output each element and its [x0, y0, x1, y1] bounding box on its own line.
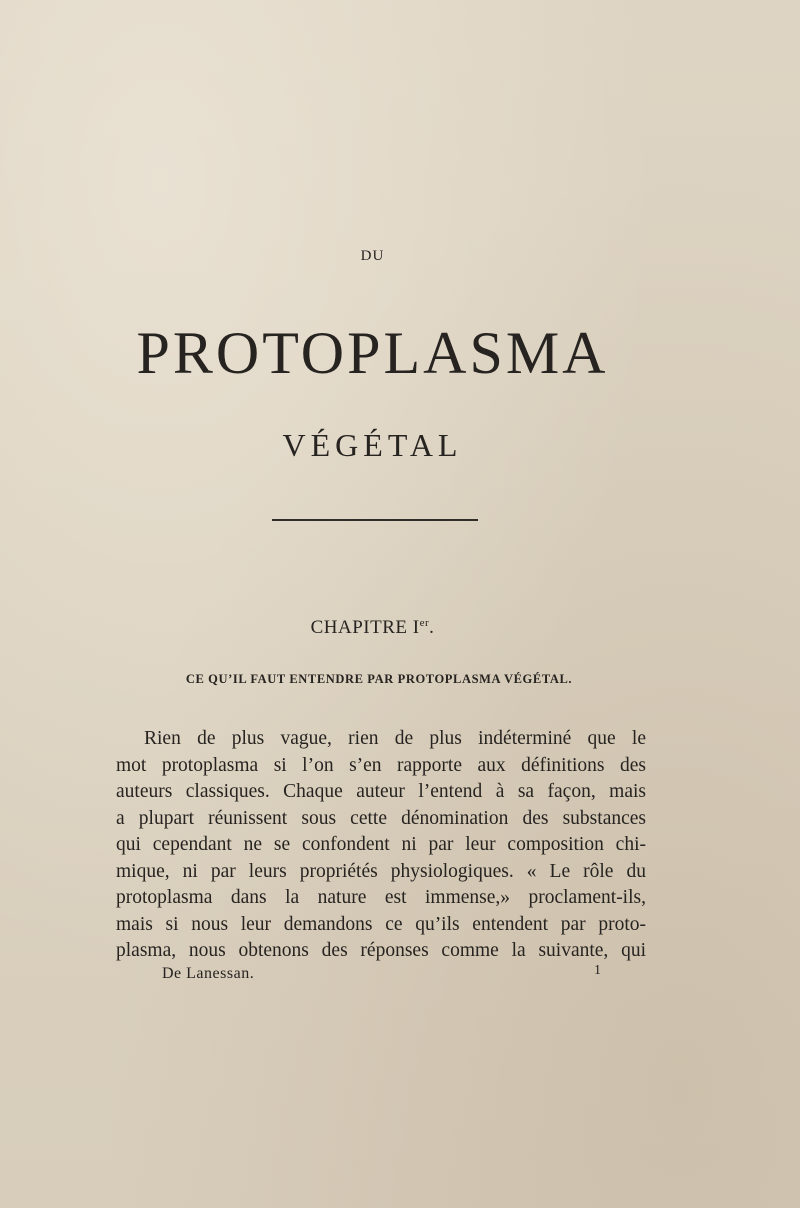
book-subtitle: VÉGÉTAL: [282, 427, 463, 463]
chapter-label: [0, 617, 745, 639]
body-line: mique, ni par leurs propriétés physiologiques. « Le rôle du: [116, 860, 646, 882]
body-line: protoplasma dans la nature est immense,» proclament-ils,: [116, 887, 646, 908]
body-line: a plupart réunissent sous cette dénomination des substances: [116, 807, 646, 829]
body-line: Rien de plus vague, rien de plus indéterminé que le: [144, 728, 646, 749]
chapter-heading: CE QU’IL FAUT ENTENDRE PAR PROTOPLASMA VÉGÉTAL.: [185, 672, 573, 686]
signature-mark: 1: [594, 963, 601, 978]
book-title: PROTOPLASMA: [136, 320, 609, 386]
body-line: qui cependant ne se confondent ni par leur composition chi-: [116, 834, 646, 855]
body-line: mais si nous leur demandons ce qu’ils entendent par proto-: [116, 913, 646, 935]
chapter-label-sup: er: [419, 617, 430, 629]
title-rule: [272, 519, 478, 521]
chapter-label-end: .: [429, 617, 435, 638]
pre-title: DU: [360, 248, 385, 264]
chapter-label-text: CHAPITRE I: [310, 617, 420, 638]
footer-author: De Lanessan.: [162, 965, 255, 982]
body-line: mot protoplasma si l’on s’en rapporte aux définitions des: [116, 754, 646, 776]
body-line: auteurs classiques. Chaque auteur l’entend à sa façon, mais: [116, 781, 646, 802]
body-line: plasma, nous obtenons des réponses comme la suivante, qui: [116, 940, 646, 961]
body-paragraph: [116, 726, 646, 965]
